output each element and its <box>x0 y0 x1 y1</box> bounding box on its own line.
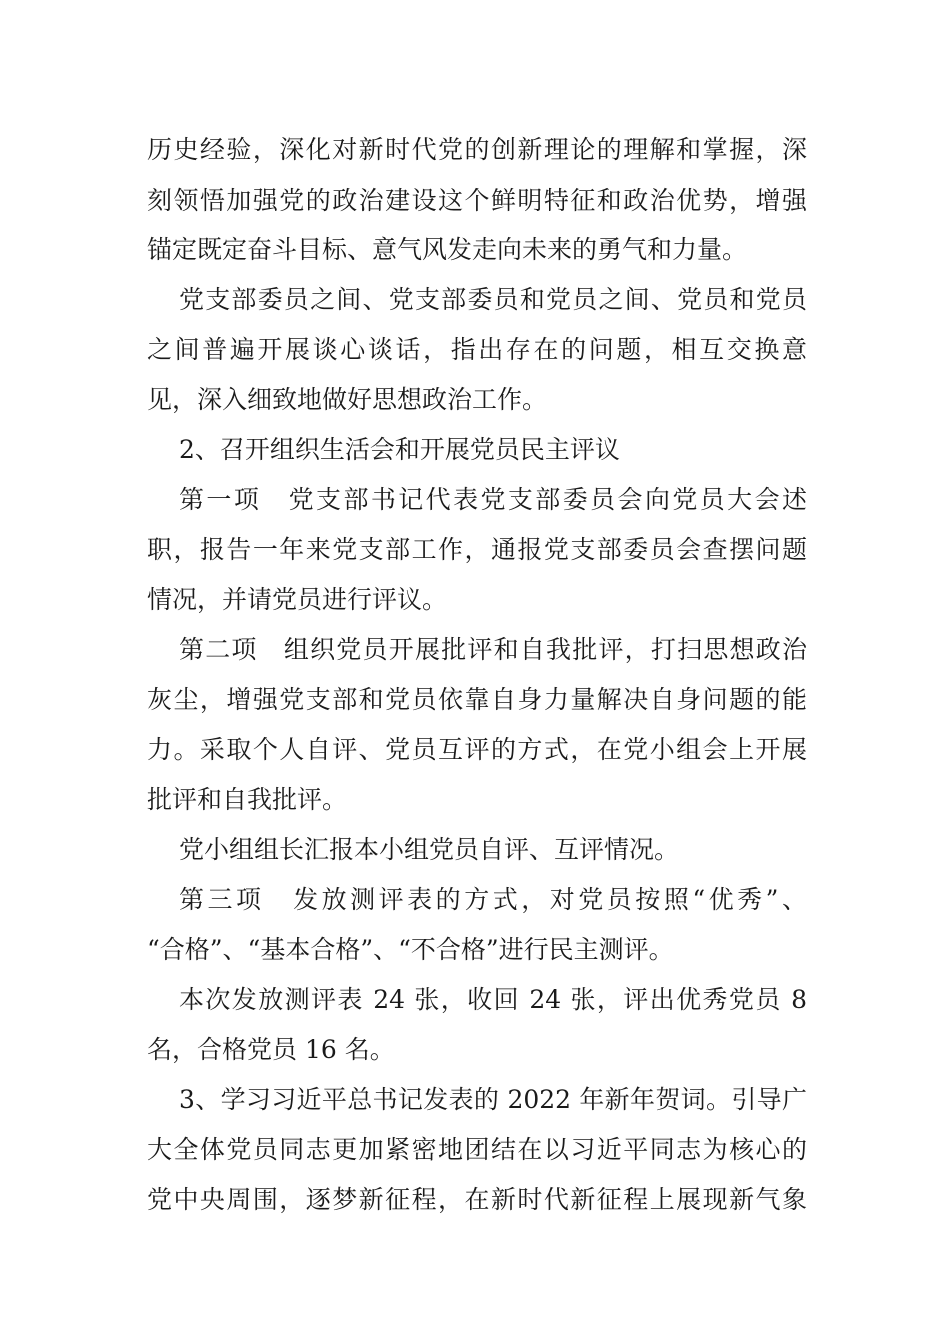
text-line: 本次发放测评表 24 张，收回 24 张，评出优秀党员 8 <box>179 985 807 1014</box>
text-line: 职，报告一年来党支部工作，通报党支部委员会查摆问题 <box>147 535 807 564</box>
text-line: 大全体党员同志更加紧密地团结在以习近平同志为核心的 <box>147 1135 807 1164</box>
text-line: 第二项 组织党员开展批评和自我批评，打扫思想政治 <box>179 635 807 664</box>
text-line: 名，合格党员 16 名。 <box>147 1035 395 1064</box>
text-line: 之间普遍开展谈心谈话，指出存在的问题，相互交换意 <box>147 335 807 364</box>
text-line: 历史经验，深化对新时代党的创新理论的理解和掌握，深 <box>147 135 807 164</box>
text-line: 见，深入细致地做好思想政治工作。 <box>147 385 548 414</box>
text-line: 党中央周围，逐梦新征程，在新时代新征程上展现新气象 <box>147 1185 807 1214</box>
text-line: 党支部委员之间、党支部委员和党员之间、党员和党员 <box>179 285 807 314</box>
text-line: 党小组组长汇报本小组党员自评、互评情况。 <box>179 835 680 864</box>
text-line: 第三项 发放测评表的方式，对党员按照“优秀”、 <box>179 885 807 914</box>
text-line: 情况，并请党员进行评议。 <box>147 585 448 614</box>
text-line: 灰尘，增强党支部和党员依靠自身力量解决自身问题的能 <box>147 685 807 714</box>
section-heading: 2、召开组织生活会和开展党员民主评议 <box>179 435 620 464</box>
text-line: “合格”、“基本合格”、“不合格”进行民主测评。 <box>147 935 674 964</box>
text-line: 刻领悟加强党的政治建设这个鲜明特征和政治优势，增强 <box>147 186 807 215</box>
text-line: 第一项 党支部书记代表党支部委员会向党员大会述 <box>179 485 807 514</box>
text-line: 力。采取个人自评、党员互评的方式，在党小组会上开展 <box>147 735 807 764</box>
section-heading: 3、学习习近平总书记发表的 2022 年新年贺词。引导广 <box>179 1085 807 1114</box>
text-line: 批评和自我批评。 <box>147 785 348 814</box>
text-line: 锚定既定奋斗目标、意气风发走向未来的勇气和力量。 <box>147 235 748 264</box>
